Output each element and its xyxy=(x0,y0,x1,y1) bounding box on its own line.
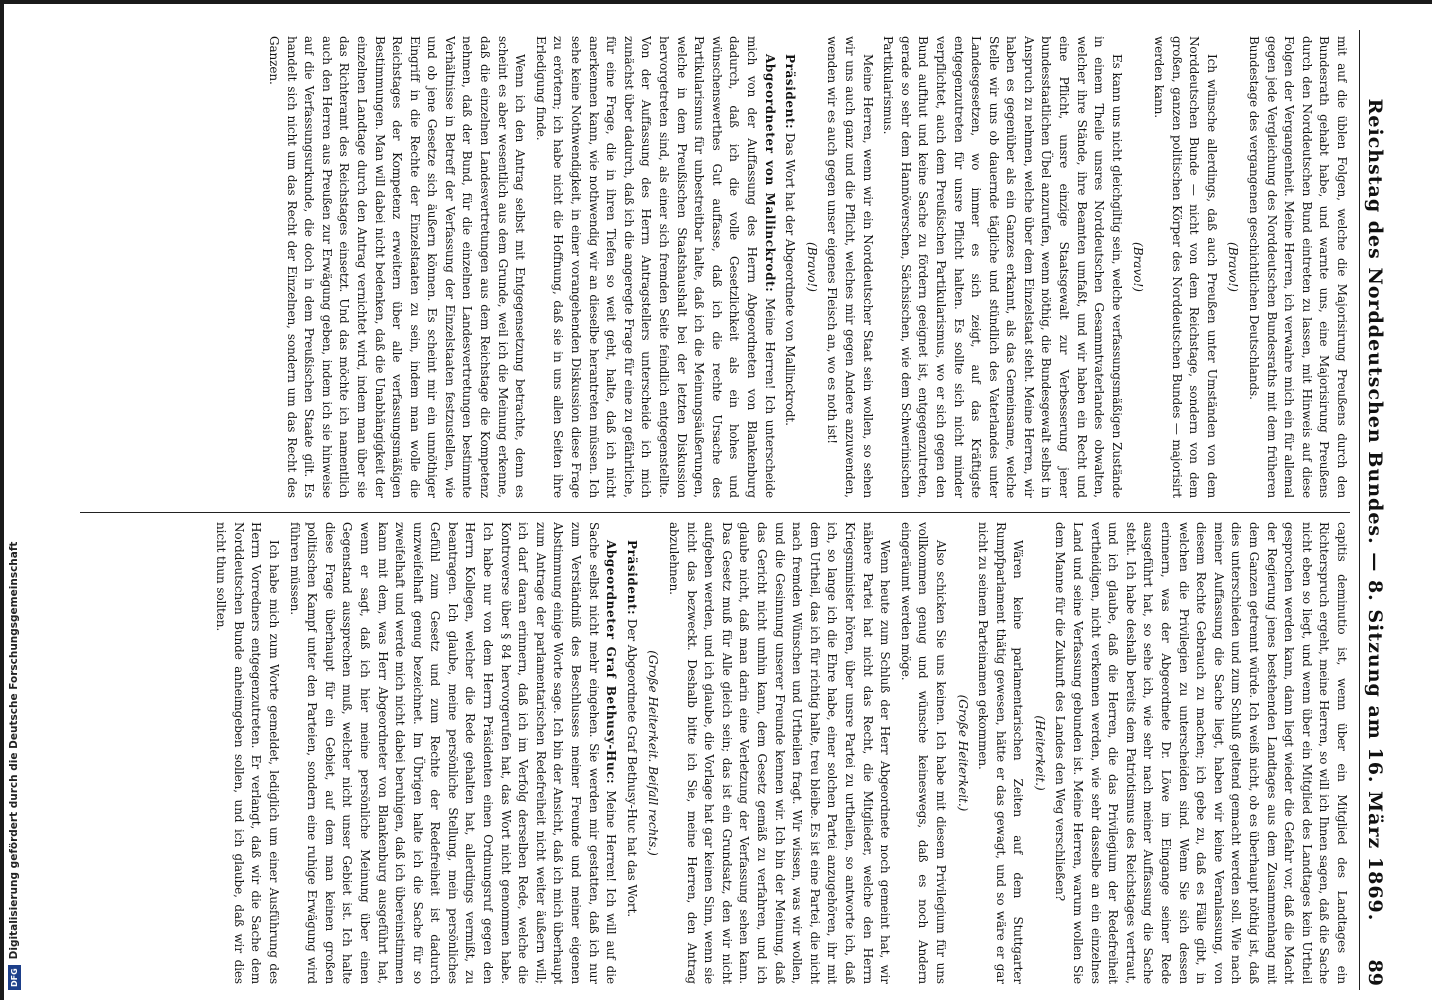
scan-border-top xyxy=(0,0,1432,4)
page-number: 89 xyxy=(1364,959,1386,986)
text-column-left xyxy=(80,36,1350,498)
speaker-name: Abgeordneter von Mallinckrodt: xyxy=(762,54,777,293)
paragraph: Wenn heute zum Schluß der Herr Abgeordnete noch gemeint hat, wir nähere Partei hat nicht das Recht, die Mitglieder, welche den Herrn Kriegsminister hören, über unsre Partei zu urtheilen, so antworte ich, daß ich, so lange ich die Ehre habe, einer solchen Partei anzugehören, ihr mit dem Urtheil, das ich für richtig halte, treu bleibe. Es ist eine Partei, die nicht nach fremden Wünschen und Urtheilen fragt. Wir wissen, was wir wollen, und die Gesinnung unserer Freunde kennen wir. Ich bin der Meinung, daß das Gericht nicht umhin kann, dem Gesetz gemäß zu verfahren, und ich glaube nicht, daß man darin eine Verletzung der Verfassung sehen kann. Das Gesetz muß für Alle gleich sein; das ist ein Grundsatz, den wir nicht aufgeben werden, und ich glaube, die Vorlage hat gar keinen Sinn, wenn sie nicht das bezweckt. Deshalb bitte ich Sie, meine Herren, den Antrag abzulehnen. xyxy=(667,522,893,984)
document-page xyxy=(70,30,1390,990)
speaker-paragraph xyxy=(531,36,777,498)
speaker-name: Abgeordneter Graf Bethusy-Huc: xyxy=(604,540,619,785)
column-divider xyxy=(80,512,1350,513)
paragraph: mit auf die üblen Folgen, welche die Majorisirung Preußens durch den Bundesrath gehabt habe, und warnte uns, eine Majorisirung Preußens durch den Norddeutschen Bund eintreten zu lassen, mit Hinweis auf diese Folgen der Vergangenheit. Meine Herren, ich verwahre mich ein für allemal gegen jede Vergleichung des Norddeutschen Bundesraths mit dem früheren Bundestage des vergangenen geschichtlichen Deutschlands. xyxy=(1247,36,1349,498)
speaker-name: Präsident: xyxy=(783,54,798,130)
stage-direction: (Große Heiterkeit. Beifall rechts.) xyxy=(646,650,661,856)
paragraph: Ich wünsche allerdings, daß auch Preußen unter Umständen von dem Norddeutschen Bunde — nicht von dem Reichstage, sondern von dem großen, ganzen politischen Körper des Norddeutschen Bundes — majorisirt werden kann. xyxy=(1152,36,1219,498)
paragraph: Es kann uns nicht gleichgiltig sein, welche verfassungsmäßigen Zustände in einem Theile unsres Norddeutschen Gesammtvaterlandes obwalten, welcher ihre Stände, ihre Beamten umfaßt, und wir haben ein Recht und eine Pflicht, unsre einzige Staatsgewalt zur Verbesserung jener bundesstaatlichen Übel anzurufen, wenn nöthig, die Bundesgewalt selbst in Anspruch zu nehmen, welche über dem Einzelstaat steht. Meine Herren, wir haben es gegenüber als ein Ganzes erkannt, als das Gemeinsame, welche Stelle wir uns ob dauernde tägliche und stündlich des Vaterlandes unter Landesgesetzen, wo immer es sich zeigt, auf das Kräftigste entgegenzutreten für unsre Pflicht halten. Es sollte sich nicht minder verpflichtet, auch dem Preußischen Partikularismus, wo er sich gegen den Bund aufthut und keine Sache zu fördern geeignet ist, entgegenzutreten, gerade so sehr dem Hannöverschen, Sächsischen, wie dem Schwerinischen Partikularismus. xyxy=(881,36,1124,498)
paragraph: Wenn ich den Antrag selbst mit Entgegensetzung betrachte, denn es scheint es aber wesentlich aus dem Grunde, weil ich die Meinung erkenne, daß die einzelnen Landesvertretungen aus dem Reichstage die Kompetenz nehmen, daß der Bund, für die einzelnen Landesvertretungen bestimmte Verhältnisse in Betreff der Verfassung der Einzelstaaten festzustellen, wie und ob jene Gesetze sich äußern können. Es scheint mir ein unnöthiger Eingriff in die Rechte der Einzelstaaten zu sein, indem man wolle die Reichstages der Kompetenz erweitern über alle verfassungsmäßigen Bestimmungen. Man will dabei nicht bedenken, daß die Unabhängigkeit der einzelnen Landtage durch den Antrag vernichtet wird, indem man über sie das Richteramt des Reichstages einsetzt. Und das möchte ich namentlich auch den Herren aus Preußen zur Erwägung geben, indem ich sie hinweise auf die Verfassungsurkunde, die doch in dem Preußischen Staate gilt. Es handelt sich nicht um das Recht der Einzelnen, sondern um das Recht des Ganzen. xyxy=(266,36,528,498)
paragraph: Meine Herren, wenn wir ein Norddeutscher Staat sein wollen, so sehen wir uns auch ganz und die Pflicht, welches mir gegen Andere anzuwenden, wenden wir es auch gegen unser eigenes Fleisch an, wo es noth ist! xyxy=(825,36,875,498)
stage-direction: (Bravo!) xyxy=(1131,242,1146,292)
speaker-paragraph xyxy=(622,522,640,984)
stage-direction: (Heiterkeit.) xyxy=(1032,715,1047,791)
stage-direction: (Bravo!) xyxy=(804,242,819,292)
speech-text: Meine Herren! Ich unterscheide mich von der Auffassung des Herrn Abgeordneten von Blankenburg dadurch, daß ich die volle Gesetzlichkeit als ein hohes und wünschenswerthes Gut auffasse, daß ich die rechte Ursache des Partikularismus für unbestreitbar halte, daß ich die Meinungsäußerungen, welche in dem Preußischen Staatshaushalt bei der letzten Diskussion hervorgetreten sind, als einer sich fremden Seite feindlich entgegenstellte. Von der Auffassung des Herrn Antragstellers unterscheide ich mich zunächst über dadurch, daß ich die angeregte Frage für eine zu gefährliche, für eine Frage, die in ihren Tiefen so weit geht, halte, daß ich nicht anerkennen kann, wie nothwendig wir an dieselbe herantreten müssen. Ich sehe keine Nothwendigkeit, in einer vorangehenden Diskussion diese Frage zu erörtern; ich habe nicht die Hoffnung, daß sie in uns allen Seiten ihre Erledigung finde. xyxy=(533,36,777,498)
speech-text: Das Wort hat der Abgeordnete von Mallinckrodt. xyxy=(783,132,798,426)
stage-direction: (Bravo!) xyxy=(1226,242,1241,292)
paragraph: Also schicken Sie uns keinen. Ich habe mit diesem Privilegium für uns vollkommen genug und wünsche keineswegs, daß es noch Andern eingeräumt werden möge. xyxy=(898,522,948,984)
digitization-footer xyxy=(4,0,24,1000)
paragraph: capitis deminutio ist, wenn über ein Mitglied des Landtages ein Richterspruch ergeht, meine Herren, so will ich Ihnen sagen, daß die Sache nicht eben so liegt, und wenn über ein Mitglied des Landtages kein Urtheil gesprochen werden kann, dann liegt wieder die Gefahr vor, daß die Macht der Regierung jenes bestehenden Landtages aus dem Zusammenhang mit dem Ganzen getrennt würde. Ich weiß nicht, ob es überhaupt nöthig ist, daß dies unterschieden und zum Schluß geltend gemacht werden soll. Wie nach meiner Auffassung die Sache liegt, haben wir keine Veranlassung, von diesem Rechte Gebrauch zu machen; ich gebe zu, daß es Fälle gibt, in welchen die Privilegien zu unterscheiden sind. Wenn Sie sich dessen erinnern, was der Abgeordnete Dr. Löwe im Eingange seiner Rede ausgeführt hat, so sehe ich, wie sehr nach meiner Auffassung die Sache steht. Ich habe deshalb bereits dem Patriotismus des Reichstages vertraut, und ich glaube, daß die Herren, die das Privilegium der Redefreiheit vertheidigen, nicht verkennen werden, wie sehr dasselbe an ein einzelnes Land und seine Verfassung gebunden ist. Meine Herren, warum wollen Sie dem Manne für die Zukunft des Landes den Weg verschließen? xyxy=(1053,522,1349,984)
speaker-paragraph xyxy=(285,522,619,984)
paragraph: Ich habe mich zum Worte gemeldet, lediglich um einer Ausführung des Herrn Vorredners entgegenzutreten. Er verlangt, daß wir die Sache dem Norddeutschen Bunde anheimgeben sollen, und ich glaube, daß wir dies nicht thun sollten. xyxy=(214,522,281,984)
speaker-name: Präsident: xyxy=(624,540,639,616)
speech-text: Meine Herren! Ich will auf die Sache selbst nicht mehr eingehen. Sie werden mir gestatten, daß ich nur zum Verständniß des Beschlusses meiner Freunde und meiner eigenen Abstimmung einige Worte sage. Ich bin der Ansicht, daß ich mich überhaupt zum Antrage der parlamentarischen Redefreiheit nicht weiter äußern will; ich darf daran erinnern, daß ich im Verfolg derselben Rede, welche die Kontroverse über § 84 hervorgerufen hat, das Wort nicht genommen habe. Ich habe nur von dem Herrn Präsidenten einen Ordnungsruf gegen den Herrn Kollegen, welcher die Rede gehalten hat, allerdings vermißt, zu beantragen. Ich glaube, meine persönliche Stellung, mein persönliches Gefühl zum Gesetz und zum Rechte der Redefreiheit ist dadurch unzweifelhaft genug bezeichnet. Im Übrigen halte ich die Sache für so zweifelhaft und werde mich nicht dabei beruhigen, daß ich übereinstimmen kann mit dem, was Herr Abgeordneter von Blankenburg ausgeführt hat, wenn er sagt, daß ich hier meine persönliche Meinung über einen Gegenstand aussprechen muß, welcher nicht unser Gebiet ist. Ich halte diese Frage überhaupt für ein Gebiet, auf dem man keinen großen politischen Kampf unter den Parteien, sondern eine ruhige Erwägung wird führen müssen. xyxy=(287,522,619,984)
speech-text: Der Abgeordnete Graf Bethusy-Huc hat das Wort. xyxy=(624,618,639,918)
running-head-title: Reichstag des Norddeutschen Bundes. — 8. Sitzung am 16. März 1869. xyxy=(1364,98,1386,922)
speaker-paragraph xyxy=(781,36,799,498)
stage-direction: (Große Heiterkeit.) xyxy=(955,694,970,812)
footer-text-row xyxy=(4,0,24,1000)
running-head xyxy=(1359,30,1390,990)
dfg-logo: DFG xyxy=(8,965,21,990)
footer-credit-text: Digitalisierung gefördert durch die Deutsche Forschungsgemeinschaft xyxy=(8,541,20,960)
text-column-right xyxy=(80,522,1350,984)
paragraph: Wären keine parlamentarischen Zeiten auf dem Stuttgarter Rumpfparlament thätig gewesen, hätte er das gewagt, und so wäre er gar nicht zu seinem Parteinamen gekommen. xyxy=(976,522,1026,984)
